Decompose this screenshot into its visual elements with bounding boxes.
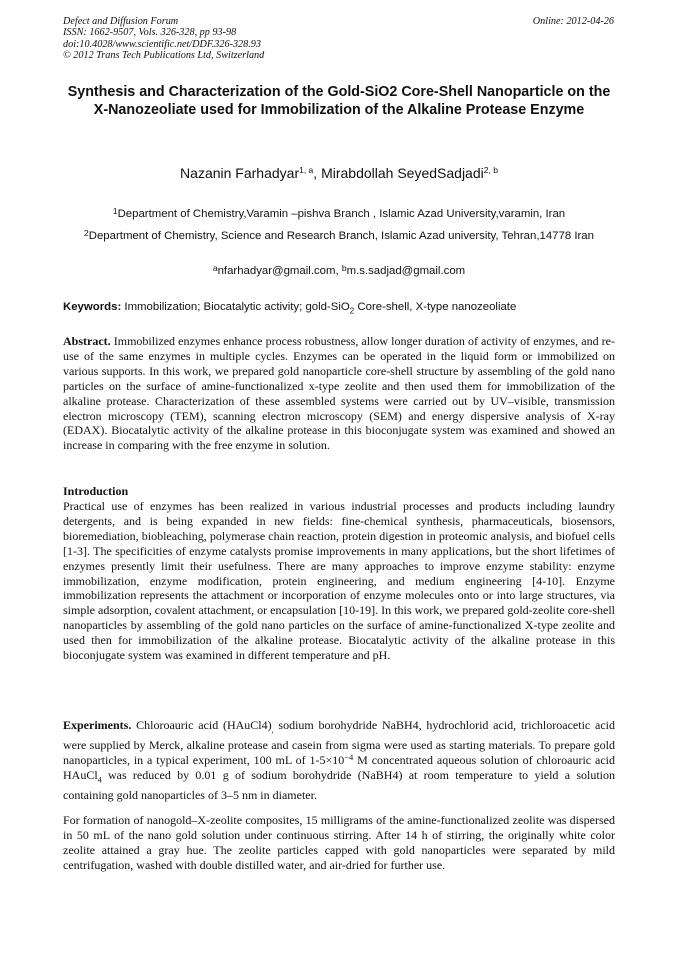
affiliation-2 (63, 229, 615, 244)
affiliation-1 (63, 207, 615, 222)
keywords-text: Immobilization; Biocatalytic activity; gold-SiO (121, 301, 350, 313)
email-link[interactable]: m.s.sadjad@gmail.com (346, 265, 466, 277)
introduction-text: Practical use of enzymes has been realized in various industrial processes and products including laundry detergents, and is being expanded in new fields: fine-chemical synthesis, pharmaceuticals, biosensors, bioremediation, biobleaching, polymerase chain reaction, protein digestion in proteomic analysis, and biofuel cells [1-3]. The specificities of enzyme catalysts promise improvements in many applications, but the short lifetimes of enzymes presently limit their usefulness. There are many approaches to improve enzyme stability: enzyme immobilization, enzyme modification, protein engineering, and medium engineering [4-10]. Enzyme immobilization represents the attachment or incorporation of enzyme molecules onto or into large structures, via simple adsorption, covalent attachment, or encapsulation [10-19]. In this work, we prepared gold-zeolite core-shell nanoparticles by assembling of the gold nano particles on the surface of amine-functionalized X-type zeolite and used then for immobilization of the alkaline protease. Biocatalytic activity of the alkaline protease in this bioconjugate system was examined in different temperature and pH. (63, 499, 615, 663)
experiments-text: was reduced by 0.01 g of sodium borohydride (NaBH4) at room temperature to yield a solution containing gold nanoparticles of 3–5 nm in diameter. (63, 768, 615, 803)
keywords-subscript: 2 (349, 306, 355, 316)
experiments-text: M concentrated aqueous solution of chloroauric acid HAuCl (63, 753, 615, 783)
experiments-paragraph-1 (63, 718, 615, 803)
author-list (63, 164, 615, 182)
journal-name: Defect and Diffusion Forum (63, 16, 179, 27)
abstract-label: Abstract. (63, 334, 111, 348)
experiments-subscript: 4 (97, 775, 102, 785)
experiments-exponent: −4 (344, 752, 354, 763)
email-mark: b (341, 263, 347, 273)
copyright-line: © 2012 Trans Tech Publications Ltd, Switzerland (63, 50, 265, 62)
email-link[interactable]: nfarhadyar@gmail.com (217, 265, 336, 277)
online-date: Online: 2012-04-26 (532, 16, 614, 27)
email-line (63, 264, 615, 279)
affiliation-text: Department of Chemistry,Varamin –pishva Branch , Islamic Azad University,varamin, Iran (117, 208, 566, 220)
abstract-text: Immobilized enzymes enhance process robustness, allow longer duration of activity of enzymes, and re-use of the same enzymes in multiple cycles. Enzymes can be operated in the liquid form or immobilized on various supports. In this work, we prepared gold nanoparticle core-shell structure by assembling of the gold nano particles on the surface of amine-functionalized x-type zeolite and then used them for immobilization of the alkaline protease. Characterization of these assembled systems were carried out by UV–visible, transmission electron microscopy (TEM), scanning electron microscopy (SEM) and energy dispersive analysis of X-ray (EDAX). Biocatalytic activity of the alkaline protease in this bioconjugate system was examined and showed an increase in comparing with the free enzyme in solution. (63, 334, 615, 453)
experiments-text: Chloroauric acid (HAuCl4) (131, 718, 272, 732)
experiments-label: Experiments. (63, 718, 132, 732)
keywords-text: Core-shell, X-type nanozeoliate (354, 301, 517, 313)
issn-line: ISSN: 1662-9507, Vols. 326-328, pp 93-98 (63, 27, 237, 39)
affiliation-mark: 1 (112, 206, 118, 216)
author-name: Nazanin Farhadyar (180, 165, 300, 181)
email-mark: a (212, 263, 218, 273)
keywords-label: Keywords: (63, 301, 122, 313)
experiments-text: sodium borohydride NaBH4, hydrochlorid acid, trichloroacetic acid were supplied by Merck, alkaline protease and casein from sigma were used as starting materials. To prepare gold nanoparticles, in a typical experiment, 100 mL of 1-5×10 (63, 718, 616, 768)
paper-title: Synthesis and Characterization of the Gold-SiO2 Core-Shell Nanoparticle on the X-Nanozeoliate used for Immobilization of the Alkaline Protease Enzyme (67, 84, 611, 118)
author-separator: , (313, 165, 322, 181)
doi-line: doi:10.4028/www.scientific.net/DDF.326-328.93 (63, 38, 261, 50)
experiments-paragraph-2: For formation of nanogold–X-zeolite composites, 15 milligrams of the amine-functionalized zeolite was dispersed in 50 mL of the nano gold solution under continuous stirring. After 14 h of stirring, the originally white color zeolite attained a gray hue. The zeolite particles capped with gold nanoparticles were separated by mild centrifugation, washed with double distilled water, and air-dried for further use. (63, 813, 615, 872)
affiliation-mark: 2 (84, 228, 89, 238)
abstract (63, 334, 615, 453)
author-affiliation-mark: 2, b (483, 165, 498, 175)
author-name: Mirabdollah SeyedSadjadi (321, 165, 484, 181)
email-separator: , (335, 265, 342, 277)
keywords (63, 300, 615, 318)
experiments-subscript: , (271, 725, 274, 735)
journal-header (63, 16, 264, 62)
author-affiliation-mark: 1, a (299, 165, 314, 175)
affiliation-text: Department of Chemistry, Science and Research Branch, Islamic Azad university, Tehran,14778 Iran (88, 230, 594, 242)
introduction-heading: Introduction (63, 484, 129, 498)
